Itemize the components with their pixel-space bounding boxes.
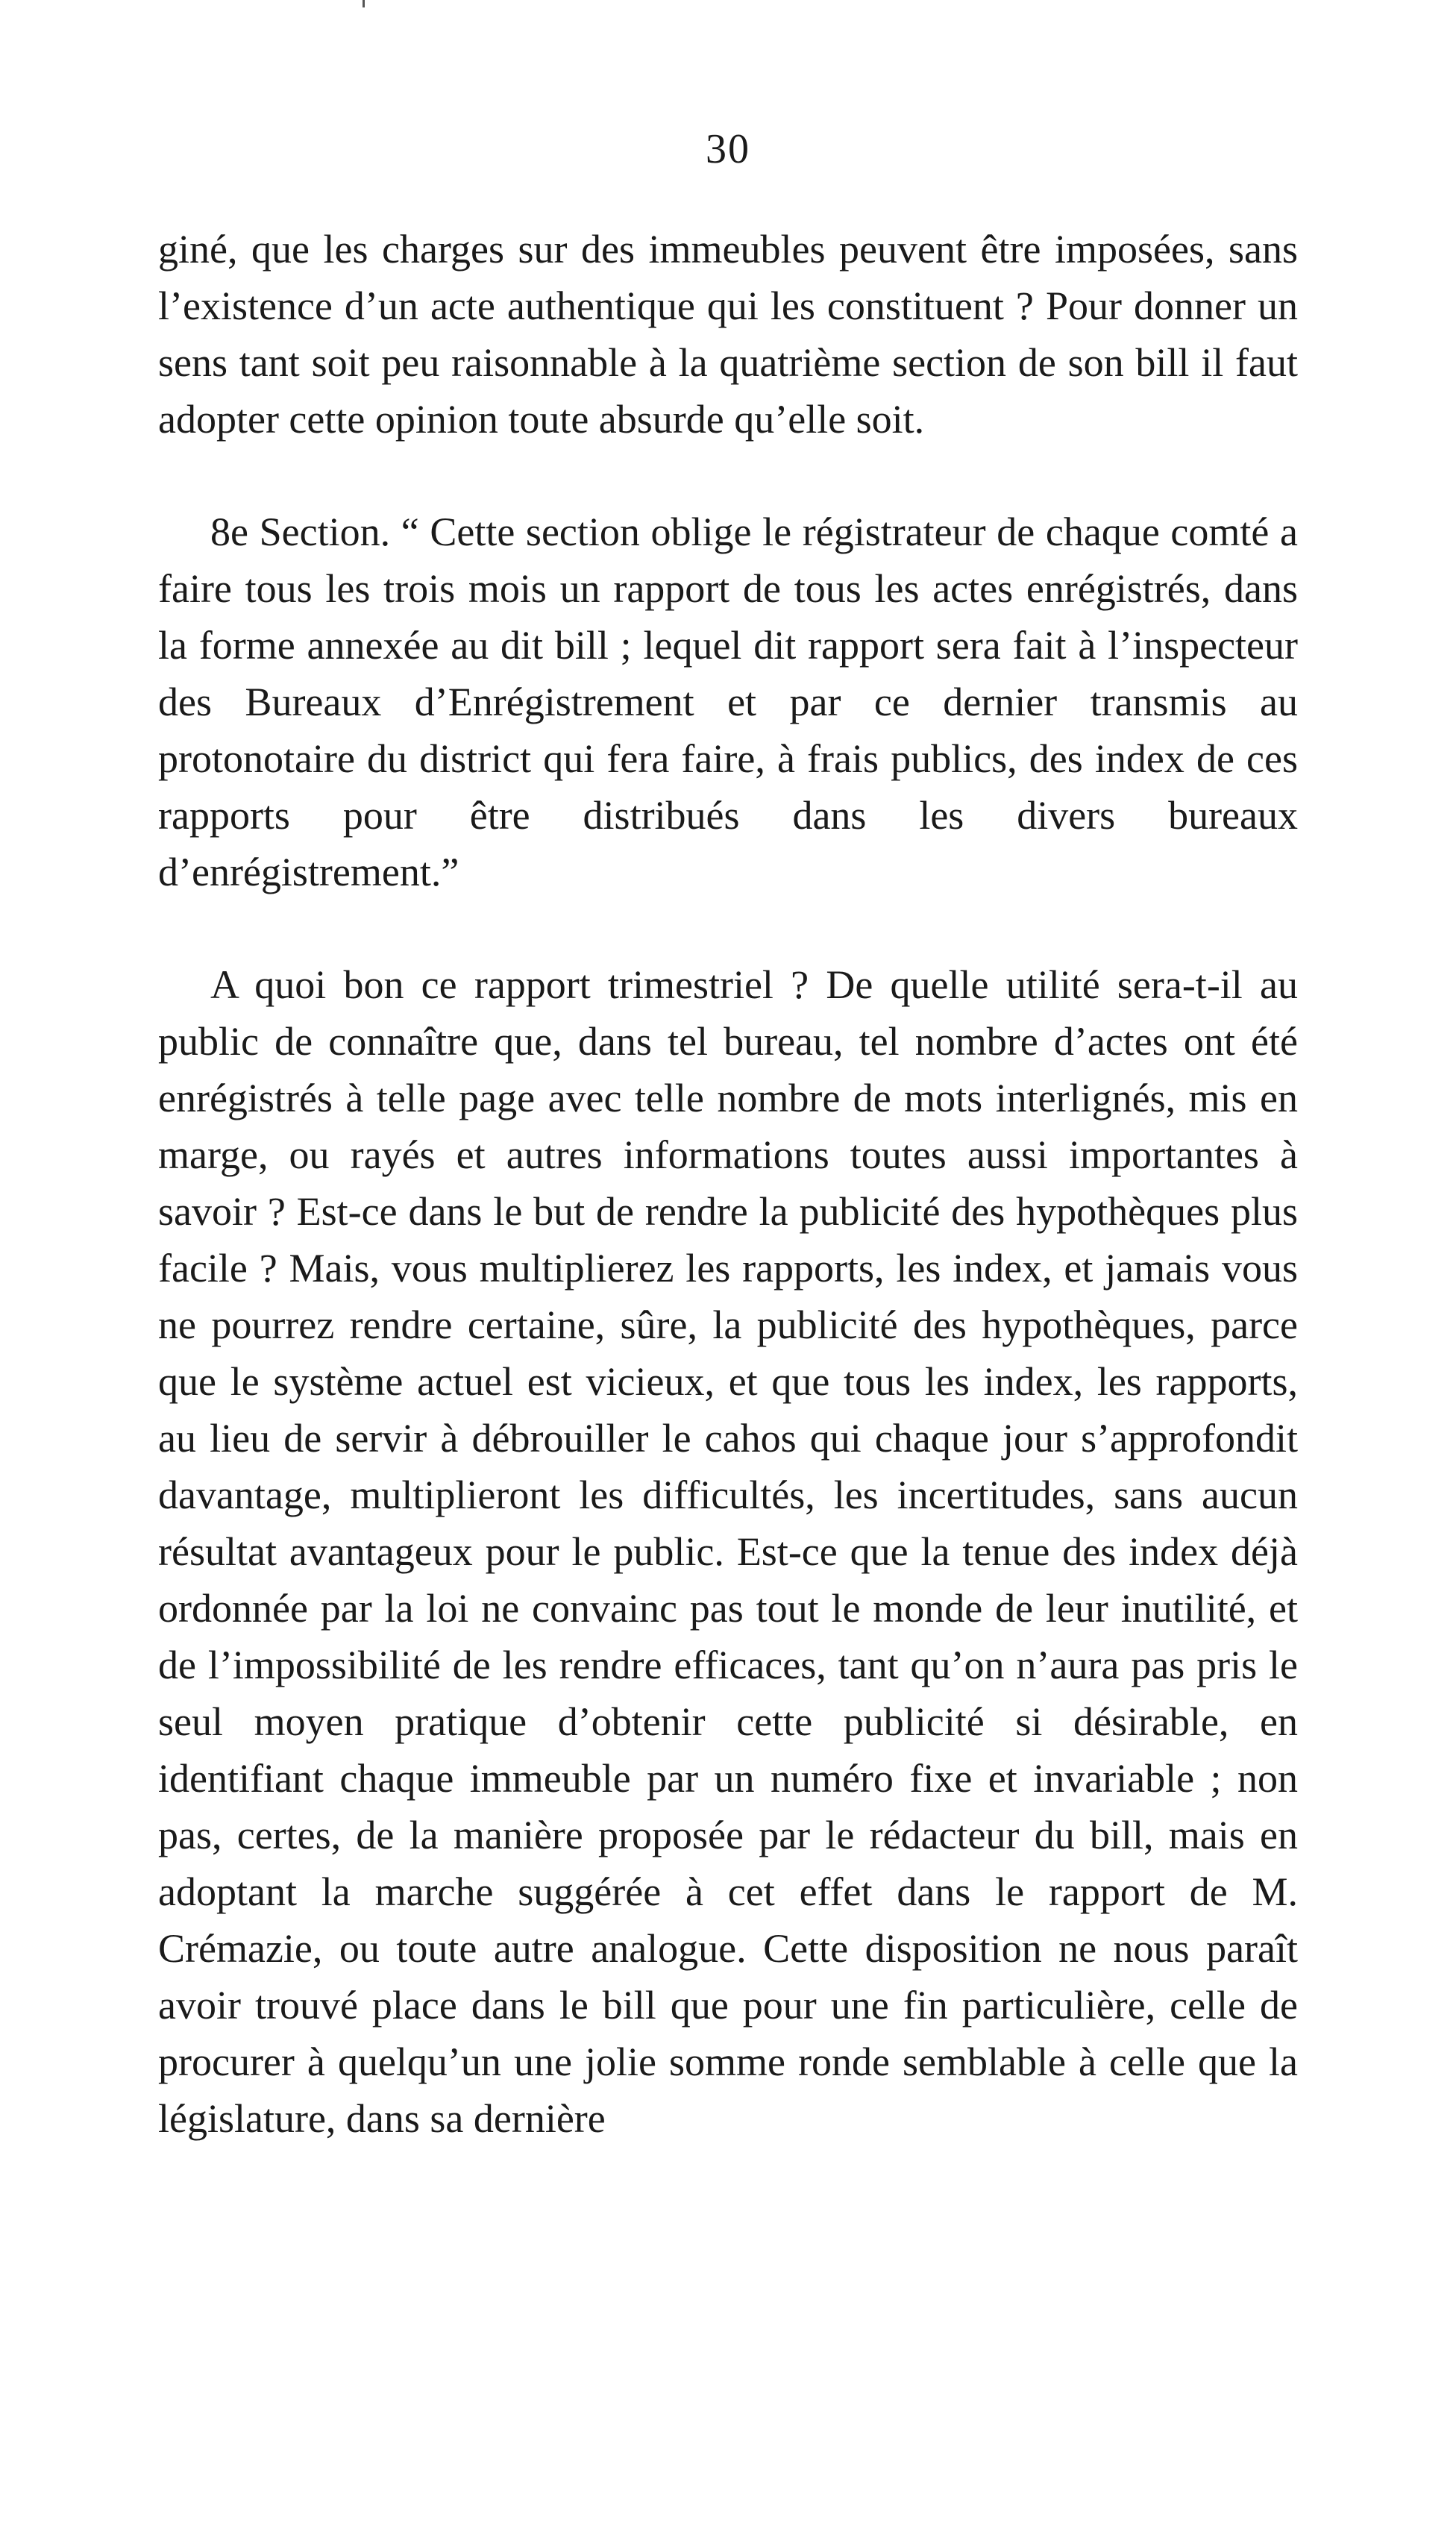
paragraph-commentary: A quoi bon ce rapport trimestriel ? De quelle utilité sera-t-il au public de connaître que, dans tel bureau, tel nombre d’actes ont été enrégistrés à telle page avec telle nombre de mots interlignés, mis en marge, ou rayés et autres informations toutes aussi importantes à savoir ? Est-ce dans le but de rendre la publicité des hypothèques plus facile ? Mais, vous multiplierez les rapports, les index, et jamais vous ne pourrez rendre certaine, sûre, la publicité des hypothèques, parce que le système actuel est vicieux, et que tous les index, les rapports, au lieu de servir à débrouiller le cahos qui chaque jour s’approfondit davantage, multiplieront les difficultés, les incertitudes, sans aucun résultat avantageux pour le public. Est-ce que la tenue des index déjà ordonnée par la loi ne convainc pas tout le monde de leur inutilité, et de l’impossibilité de les rendre efficaces, tant qu’on n’aura pas pris le seul moyen pratique d’obtenir cette publicité si désirable, en identifiant chaque immeuble par un numéro fixe et invariable ; non pas, certes, de la manière proposée par le rédacteur du bill, mais en adoptant la marche suggérée à cet effet dans le rapport de M. Crémazie, ou toute autre analogue. Cette disposition ne nous paraît avoir trouvé place dans le bill que pour une fin particulière, celle de procurer à quelqu’un une jolie somme ronde semblable à celle que la législature, dans sa dernière	[158, 962, 1298, 2141]
page-number: 30	[706, 126, 750, 172]
paragraph-continuation: giné, que les charges sur des immeubles peuvent être imposées, sans l’existence d’un acte authentique qui les constituent ? Pour donner un sens tant soit peu raisonnable à la quatrième section de son bill il faut adopter cette opinion toute absurde qu’elle soit.	[158, 227, 1298, 442]
body-text	[158, 221, 1298, 2203]
paragraph-section-8: 8e Section. “ Cette section oblige le régistrateur de chaque comté a faire tous les trois mois un rapport de tous les actes enrégistrés, dans la forme annexée au dit bill ; lequel dit rapport sera fait à l’inspecteur des Bureaux d’Enrégistrement et par ce dernier transmis au protonotaire du district qui fera faire, à frais publics, des index de ces rapports pour être distribués dans les divers bureaux d’enrégistrement.”	[158, 509, 1298, 894]
print-speck	[363, 0, 365, 7]
